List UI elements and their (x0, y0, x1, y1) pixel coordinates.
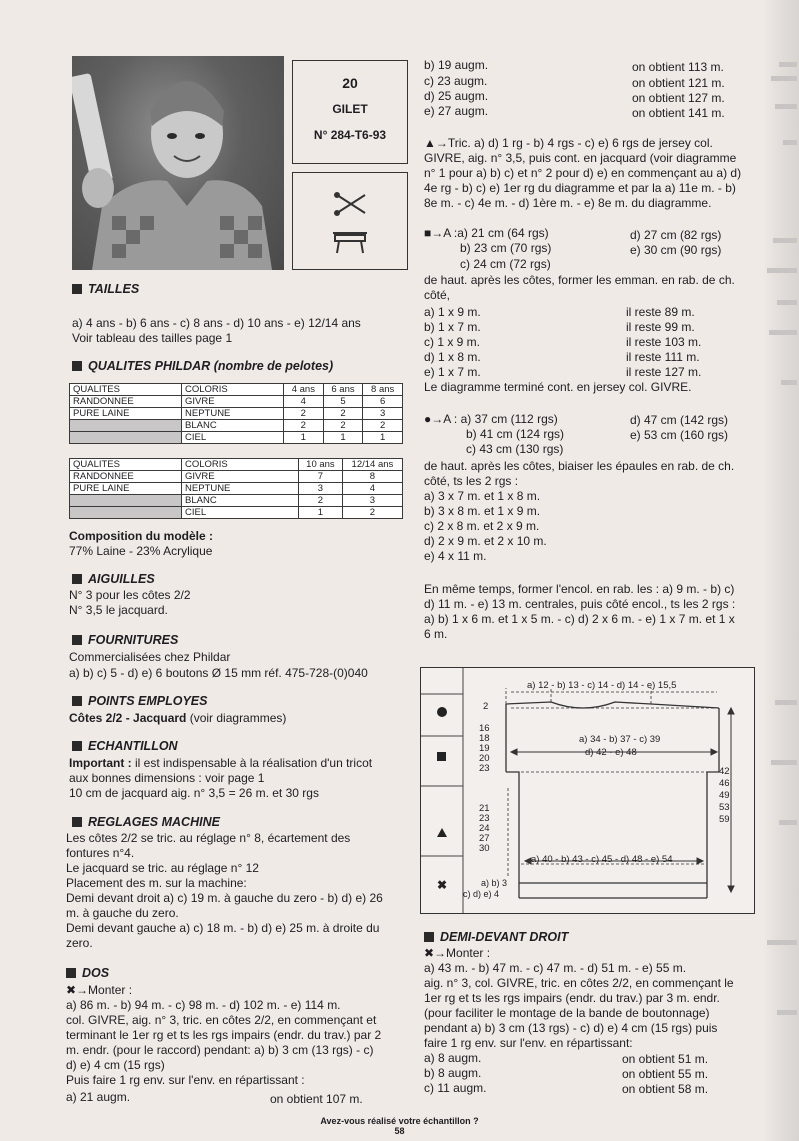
text-line: Demi devant droit a) c) 19 m. à gauche du zero - b) d) e) 26 (66, 891, 383, 905)
num: 53 (719, 802, 730, 813)
num: 42 (719, 766, 730, 777)
section-square-icon (72, 284, 82, 294)
yarn-table-2 (69, 458, 403, 519)
section-aiguilles-heading (72, 572, 155, 586)
dotA-d: d) 47 cm (142 rgs) (630, 413, 729, 427)
sqA-e: e) 30 cm (90 rgs) (630, 243, 722, 257)
section-fournitures-heading (72, 633, 178, 647)
header-cell: QUALITES (70, 459, 182, 471)
table-row (70, 507, 403, 519)
encol-text (424, 582, 764, 642)
triangle-marker-icon (437, 828, 447, 837)
section-square-icon (72, 635, 82, 645)
table-cell (70, 432, 182, 444)
emman-a-result: il reste 89 m. (626, 305, 695, 319)
table-cell: 6 (363, 396, 403, 408)
echantillon-line-1 (69, 756, 372, 771)
table-cell: 1 (363, 432, 403, 444)
emman-d-result: il reste 111 m. (626, 350, 700, 364)
diagram-rib-2: c) d) e) 4 (463, 889, 500, 899)
heading-text: AIGUILLES (88, 572, 155, 586)
text-line: d) e) 4 cm (15 rgs) (66, 1058, 165, 1072)
pattern-number: 20 (342, 75, 358, 91)
diagram-mid-width-1: a) 34 - b) 37 - c) 39 (579, 734, 661, 745)
text-line: Demi devant gauche a) c) 18 m. - b) d) e) 25 m. à droite du (66, 921, 380, 935)
heading-text: FOURNITURES (88, 633, 179, 647)
table-cell: BLANC (182, 495, 299, 507)
demi-augm-b: b) 8 augm. (424, 1066, 482, 1080)
table-cell (70, 420, 182, 432)
num: 24 (479, 823, 490, 834)
aiguilles-line-1: N° 3 pour les côtes 2/2 (69, 588, 191, 602)
table-cell: 2 (342, 507, 402, 519)
table-cell: 2 (323, 420, 363, 432)
table-cell: 2 (363, 420, 403, 432)
text-line: de haut. après les côtes, biaiser les épaules en rab. de ch. (424, 459, 735, 473)
text-line: ▲→Tric. a) d) 1 rg - b) 4 rgs - c) e) 6 rgs de jersey col. (424, 136, 713, 150)
diagram-left-nums-2 (479, 804, 490, 854)
composition-label: Composition du modèle : (69, 529, 213, 543)
dos-text (66, 983, 406, 1088)
text-line: terminant le 1er rg et ts les rgs impairs (endr. du trav.) par 2 (66, 1028, 382, 1042)
table-row (70, 408, 403, 420)
diagram-bottom-width: a) 40 - b) 43 - c) 45 - d) 48 - e) 54 (531, 854, 673, 865)
header-cell: COLORIS (182, 384, 284, 396)
result-e: on obtient 141 m. (632, 106, 725, 120)
dotA-e: e) 53 cm (160 rgs) (630, 428, 729, 442)
table-row (70, 420, 403, 432)
text-line: col. GIVRE, aig. n° 3, tric. en côtes 2/2, en commençant et (66, 1013, 377, 1027)
table-cell (70, 495, 182, 507)
table-cell: 1 (299, 507, 343, 519)
header-cell: 4 ans (284, 384, 324, 396)
text-line: n° 1 pour a) b) c) et n° 2 pour d) e) en commençant au a) d) (424, 166, 742, 180)
sqA-a: ■→A :a) 21 cm (64 rgs) (424, 226, 549, 240)
dos-result-a: on obtient 107 m. (270, 1092, 363, 1106)
header-cell: 10 ans (299, 459, 343, 471)
section-square-icon (72, 574, 82, 584)
demi-augm-a: a) 8 augm. (424, 1051, 482, 1065)
table-cell: 1 (284, 432, 324, 444)
text-line: côté, (424, 288, 451, 302)
num: 23 (479, 763, 490, 774)
table-cell: 2 (299, 495, 343, 507)
augm-d: d) 25 augm. (424, 89, 489, 103)
sqA-d: d) 27 cm (82 rgs) (630, 228, 722, 242)
heading-text: TAILLES (88, 282, 140, 296)
section-qualites-heading (72, 359, 333, 373)
tailles-line-1: a) 4 ans - b) 6 ans - c) 8 ans - d) 10 ans - e) 12/14 ans (72, 316, 361, 330)
num: 23 (479, 813, 490, 824)
section-square-icon (424, 932, 434, 942)
sqA-c: c) 24 cm (72 rgs) (460, 257, 551, 271)
emman-text (424, 273, 764, 303)
heading-text: DOS (82, 966, 110, 980)
result-b: on obtient 113 m. (632, 60, 724, 74)
dotA-b: b) 41 cm (124 rgs) (466, 427, 565, 441)
table-cell: 5 (323, 396, 363, 408)
section-square-icon (72, 741, 82, 751)
model-photo (72, 56, 284, 270)
adjacent-page-edge (763, 0, 799, 1141)
text-line: ✖→Monter : (424, 946, 491, 960)
section-tailles-heading (72, 282, 139, 296)
text-line: a) 86 m. - b) 94 m. - c) 98 m. - d) 102 m. - e) 114 m. (66, 998, 341, 1012)
table-cell: BLANC (182, 420, 284, 432)
table-cell: NEPTUNE (182, 483, 299, 495)
section-square-icon (66, 968, 76, 978)
emman-b: b) 1 x 7 m. (424, 320, 481, 334)
table-cell: 3 (342, 495, 402, 507)
table-header-row (70, 459, 403, 471)
cross-marker-icon: ✖ (437, 878, 448, 892)
demi-augm-c: c) 11 augm. (424, 1081, 487, 1095)
points-line (69, 711, 286, 726)
demi-text (424, 946, 764, 1051)
section-points-heading (72, 694, 207, 708)
table-cell (70, 507, 182, 519)
echantillon-important: Important : (69, 756, 132, 770)
text-line: fontures n°4. (66, 846, 135, 860)
text-line: aig. n° 3, col. GIVRE, tric. en côtes 2/2, en commençant le (424, 976, 734, 990)
text-line: m. endr. (pour le raccord) pendant: a) b) 3 cm (13 rgs) - c) (66, 1043, 374, 1057)
header-cell: COLORIS (182, 459, 299, 471)
num: 20 (479, 753, 490, 764)
num: 49 (719, 790, 730, 801)
text-line: d) 11 m. - e) 13 m. centrales, puis côté encol., ts les 2 rgs : (424, 597, 736, 611)
table-row (70, 471, 403, 483)
table-cell: GIVRE (182, 396, 284, 408)
dotA-c: c) 43 cm (130 rgs) (466, 442, 564, 456)
heading-text: REGLAGES MACHINE (88, 815, 220, 829)
diagram-top-width: a) 12 - b) 13 - c) 14 - d) 14 - e) 15,5 (527, 680, 677, 691)
augm-c: c) 23 augm. (424, 74, 488, 88)
diagram-rib-1: a) b) 3 (481, 878, 508, 888)
emman-c-result: il reste 103 m. (626, 335, 702, 349)
table-cell: CIEL (182, 432, 284, 444)
table-cell: 4 (342, 483, 402, 495)
num: 19 (479, 743, 490, 754)
text-line: GIVRE, aig. n° 3,5, puis cont. en jacquard (voir diagramme (424, 151, 737, 165)
table-cell: RANDONNEE (70, 471, 182, 483)
emman-a: a) 1 x 9 m. (424, 305, 481, 319)
num: 27 (479, 833, 490, 844)
table-cell: GIVRE (182, 471, 299, 483)
emman-e-result: il reste 127 m. (626, 365, 702, 379)
pattern-name: GILET (332, 102, 368, 117)
table-cell: 2 (284, 408, 324, 420)
emman-d: d) 1 x 8 m. (424, 350, 481, 364)
aiguilles-line-2: N° 3,5 le jacquard. (69, 603, 168, 617)
table-cell: CIEL (182, 507, 299, 519)
header-cell: 8 ans (363, 384, 403, 396)
tailles-line-2: Voir tableau des tailles page 1 (72, 331, 233, 345)
header-cell: 12/14 ans (342, 459, 402, 471)
augm-b: b) 19 augm. (424, 58, 489, 72)
emman-end: Le diagramme terminé cont. en jersey col. GIVRE. (424, 380, 692, 394)
table-cell: 8 (342, 471, 402, 483)
knitting-machine-icon (333, 233, 367, 253)
page-number: 58 (394, 1126, 405, 1136)
schematic-diagram (420, 667, 755, 914)
dos-augm-a: a) 21 augm. (66, 1090, 131, 1104)
diagram-mid-width-2: d) 42 - e) 48 (585, 747, 637, 758)
text-line: côté, ts les 2 rgs : (424, 474, 519, 488)
table-cell: 3 (299, 483, 343, 495)
epaules-text (424, 459, 764, 564)
section-square-icon (72, 361, 82, 371)
tric-text (424, 136, 764, 211)
table-cell: RANDONNEE (70, 396, 182, 408)
echantillon-text: il est indispensable à la réalisation d'un tricot (131, 756, 373, 770)
text-line: b) 3 x 8 m. et 1 x 9 m. (424, 504, 541, 518)
table-row (70, 483, 403, 495)
footer-question: Avez-vous réalisé votre échantillon ? (320, 1116, 479, 1126)
heading-text: DEMI-DEVANT DROIT (440, 930, 569, 944)
text-line: m. à gauche du zero. (66, 906, 179, 920)
emman-e: e) 1 x 7 m. (424, 365, 481, 379)
dotA-a: ●→A : a) 37 cm (112 rgs) (424, 412, 558, 426)
text-line: e) 4 x 11 m. (424, 549, 487, 563)
technique-icons-box (292, 172, 408, 270)
text-line: a) 43 m. - b) 47 m. - c) 47 m. - d) 51 m. - e) 55 m. (424, 961, 687, 975)
text-line: faire 1 rg env. sur l'env. en répartissant: (424, 1036, 633, 1050)
text-line: Le jacquard se tric. au réglage n° 12 (66, 861, 259, 875)
points-bold: Côtes 2/2 - Jacquard (69, 711, 187, 725)
knitting-needles-icon (335, 193, 365, 215)
table-row (70, 495, 403, 507)
num: 30 (479, 843, 490, 854)
emman-b-result: il reste 99 m. (626, 320, 695, 334)
table-cell: 2 (323, 408, 363, 420)
text-line: 4e rg - b) c) e) 1er rg du diagramme et par la a) 11e m. - b) (424, 181, 736, 195)
text-line: Placement des m. sur la machine: (66, 876, 247, 890)
num: 59 (719, 814, 730, 825)
num: 46 (719, 778, 730, 789)
diagram-right-nums (719, 766, 730, 826)
text-line: Puis faire 1 rg env. sur l'env. en répartissant : (66, 1073, 305, 1087)
points-note: (voir diagrammes) (186, 711, 287, 725)
fournitures-line-1: Commercialisées chez Phildar (69, 650, 231, 664)
text-line: Les côtes 2/2 se tric. au réglage n° 8, écartement des (66, 831, 351, 845)
heading-text: QUALITES PHILDAR (nombre de pelotes) (88, 359, 334, 373)
echantillon-line-3: 10 cm de jacquard aig. n° 3,5 = 26 m. et 30 rgs (69, 786, 319, 800)
section-demi-devant-heading (424, 930, 568, 944)
text-line: d) 2 x 9 m. et 2 x 10 m. (424, 534, 547, 548)
demi-result-a: on obtient 51 m. (622, 1052, 709, 1066)
text-line: 6 m. (424, 627, 448, 641)
text-line: En même temps, former l'encol. en rab. les : a) 9 m. - b) c) (424, 582, 735, 596)
composition-value: 77% Laine - 23% Acrylique (69, 544, 213, 558)
text-line: de haut. après les côtes, former les emman. en rab. de ch. (424, 273, 735, 287)
pattern-id-box (292, 60, 408, 164)
header-cell: 6 ans (323, 384, 363, 396)
heading-text: ECHANTILLON (88, 739, 178, 753)
text-line: zero. (66, 936, 93, 950)
text-line: a) 3 x 7 m. et 1 x 8 m. (424, 489, 541, 503)
dot-marker-icon (437, 707, 447, 717)
table-cell: PURE LAINE (70, 408, 182, 420)
header-cell: QUALITES (70, 384, 182, 396)
demi-result-c: on obtient 58 m. (622, 1082, 709, 1096)
fournitures-line-2: a) b) c) 5 - d) e) 6 boutons Ø 15 mm réf. 475-728-(0)040 (69, 666, 368, 680)
emman-c: c) 1 x 9 m. (424, 335, 481, 349)
diagram-left-nums-1 (479, 724, 490, 774)
heading-text: POINTS EMPLOYES (88, 694, 208, 708)
table-cell: 2 (284, 420, 324, 432)
echantillon-line-2: aux bonnes dimensions : voir page 1 (69, 771, 265, 785)
table-cell: PURE LAINE (70, 483, 182, 495)
table-header-row (70, 384, 403, 396)
num: 21 (479, 803, 490, 814)
section-square-icon (72, 817, 82, 827)
square-marker-icon (437, 752, 446, 761)
num: 16 (479, 723, 490, 734)
sqA-b: b) 23 cm (70 rgs) (460, 241, 552, 255)
section-dos-heading (66, 966, 109, 980)
table-row (70, 432, 403, 444)
num: 18 (479, 733, 490, 744)
demi-result-b: on obtient 55 m. (622, 1067, 709, 1081)
table-cell: 3 (363, 408, 403, 420)
text-line: (pour faciliter le montage de la bande de boutonnage) (424, 1006, 710, 1020)
section-reglages-heading (72, 815, 220, 829)
table-cell: 1 (323, 432, 363, 444)
yarn-table-1 (69, 383, 403, 444)
text-line: ✖→Monter : (66, 983, 133, 997)
diagram-shoulder: 2 (483, 701, 489, 712)
table-cell: 4 (284, 396, 324, 408)
result-d: on obtient 127 m. (632, 91, 725, 105)
pattern-reference: N° 284-T6-93 (313, 127, 387, 142)
text-line: pendant a) b) 3 cm (13 rgs) - c) d) e) 4 cm (15 rgs) puis (424, 1021, 718, 1035)
text-line: 1er rg et ts les rgs impairs (endr. du trav.) par 3 m. endr. (424, 991, 720, 1005)
table-row (70, 396, 403, 408)
table-cell: 7 (299, 471, 343, 483)
text-line: c) 2 x 8 m. et 2 x 9 m. (424, 519, 540, 533)
text-line: a) b) 1 x 6 m. et 1 x 5 m. - c) d) 2 x 6 m. - e) 1 x 7 m. et 1 x (424, 612, 735, 626)
table-cell: NEPTUNE (182, 408, 284, 420)
reglages-text (66, 831, 406, 951)
result-c: on obtient 121 m. (632, 76, 725, 90)
augm-e: e) 27 augm. (424, 104, 489, 118)
text-line: 8e m. - c) 4e m. - d) 1ère m. - e) 8e m. du diagramme. (424, 196, 712, 210)
section-square-icon (72, 696, 82, 706)
section-echantillon-heading (72, 739, 178, 753)
